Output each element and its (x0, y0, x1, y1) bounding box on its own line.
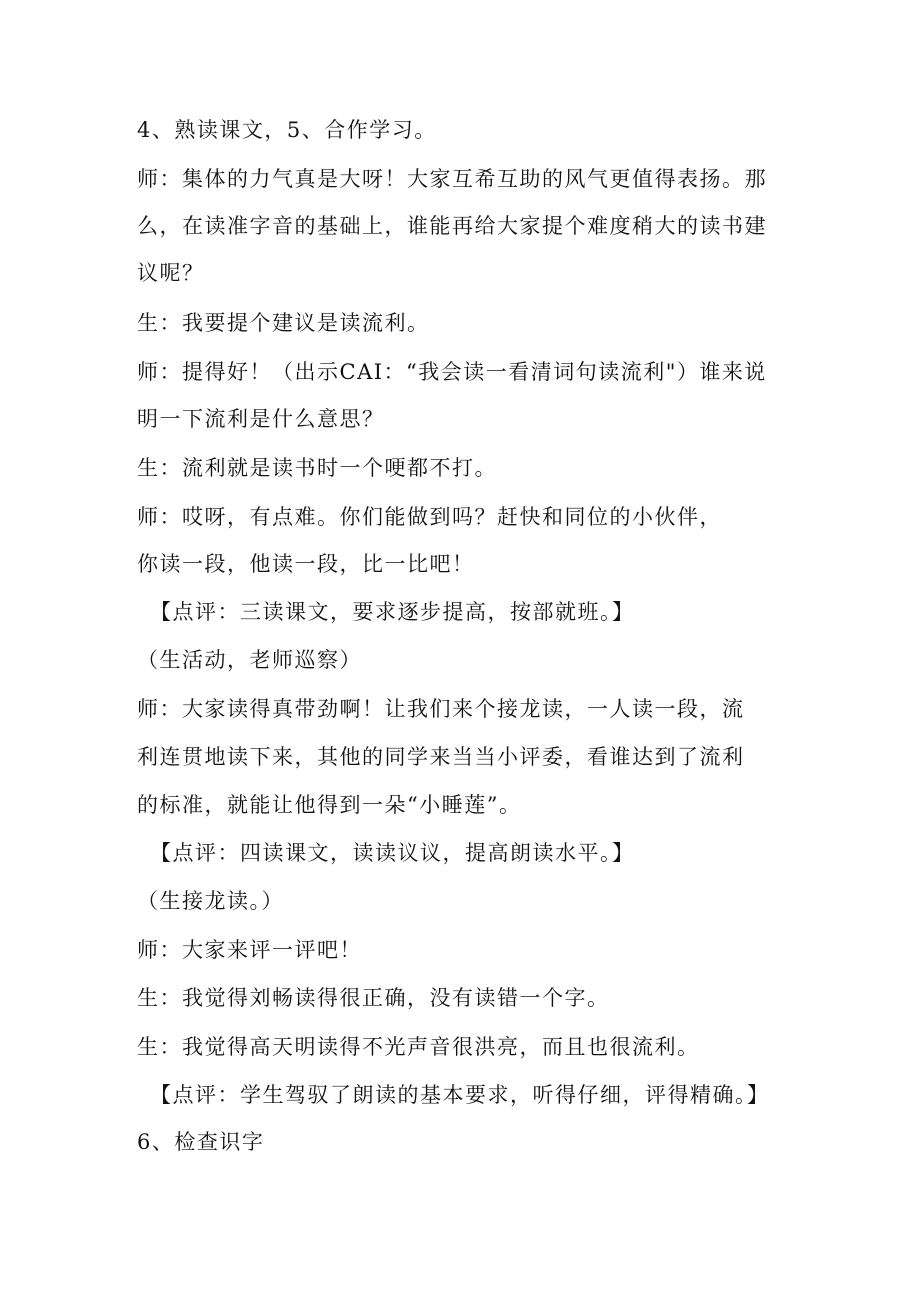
comment-line: 【点评：四读课文，读读议议，提高朗读水平。】 (150, 841, 635, 865)
student-line: 生：我觉得高天明读得不光声音很洪亮，而且也很流利。 (137, 1035, 700, 1059)
student-line: 生：我要提个建议是读流利。 (137, 311, 430, 335)
comment-line: 【点评：学生驾驭了朗读的基本要求，听得仔细，评得精确。】 (150, 1083, 770, 1107)
teacher-line: 师：提得好！（出示CAI：“我会读一看清词句读流利"）谁来说 (137, 360, 767, 384)
teacher-line-cont: 明一下流利是什么意思？ (137, 407, 385, 431)
teacher-line-cont: 利连贯地读下来，其他的同学来当当小评委，看谁达到了流利 (137, 745, 745, 769)
student-line: 生：流利就是读书时一个哽都不打。 (137, 456, 497, 480)
comment-line: 【点评：三读课文，要求逐步提高，按部就班。】 (150, 600, 635, 624)
teacher-line: 师：哎呀，有点难。你们能做到吗？赶快和同位的小伙伴， (137, 505, 722, 529)
activity-note: （生活动，老师巡察） (137, 648, 362, 672)
teacher-line: 师：集体的力气真是大呀！大家互希互助的风气更值得表扬。那 (137, 167, 767, 191)
section-heading-4-5: 4、熟读课文，5、合作学习。 (137, 118, 437, 142)
student-line: 生：我觉得刘畅读得很正确，没有读错一个字。 (137, 986, 610, 1010)
teacher-line: 师：大家读得真带劲啊！让我们来个接龙读，一人读一段，流 (137, 697, 745, 721)
section-heading-6: 6、检查识字 (137, 1130, 265, 1154)
teacher-line-cont: 么，在读准字音的基础上，谁能再给大家提个难度稍大的读书建 (137, 214, 767, 238)
teacher-line-cont: 议呢？ (137, 261, 205, 285)
teacher-line: 师：大家来评一评吧！ (137, 938, 362, 962)
teacher-line-cont: 你读一段，他读一段，比一比吧！ (137, 552, 475, 576)
activity-note: （生接龙读。） (137, 889, 284, 913)
teacher-line-cont: 的标准，就能让他得到一朵“小睡莲”。 (137, 793, 522, 817)
